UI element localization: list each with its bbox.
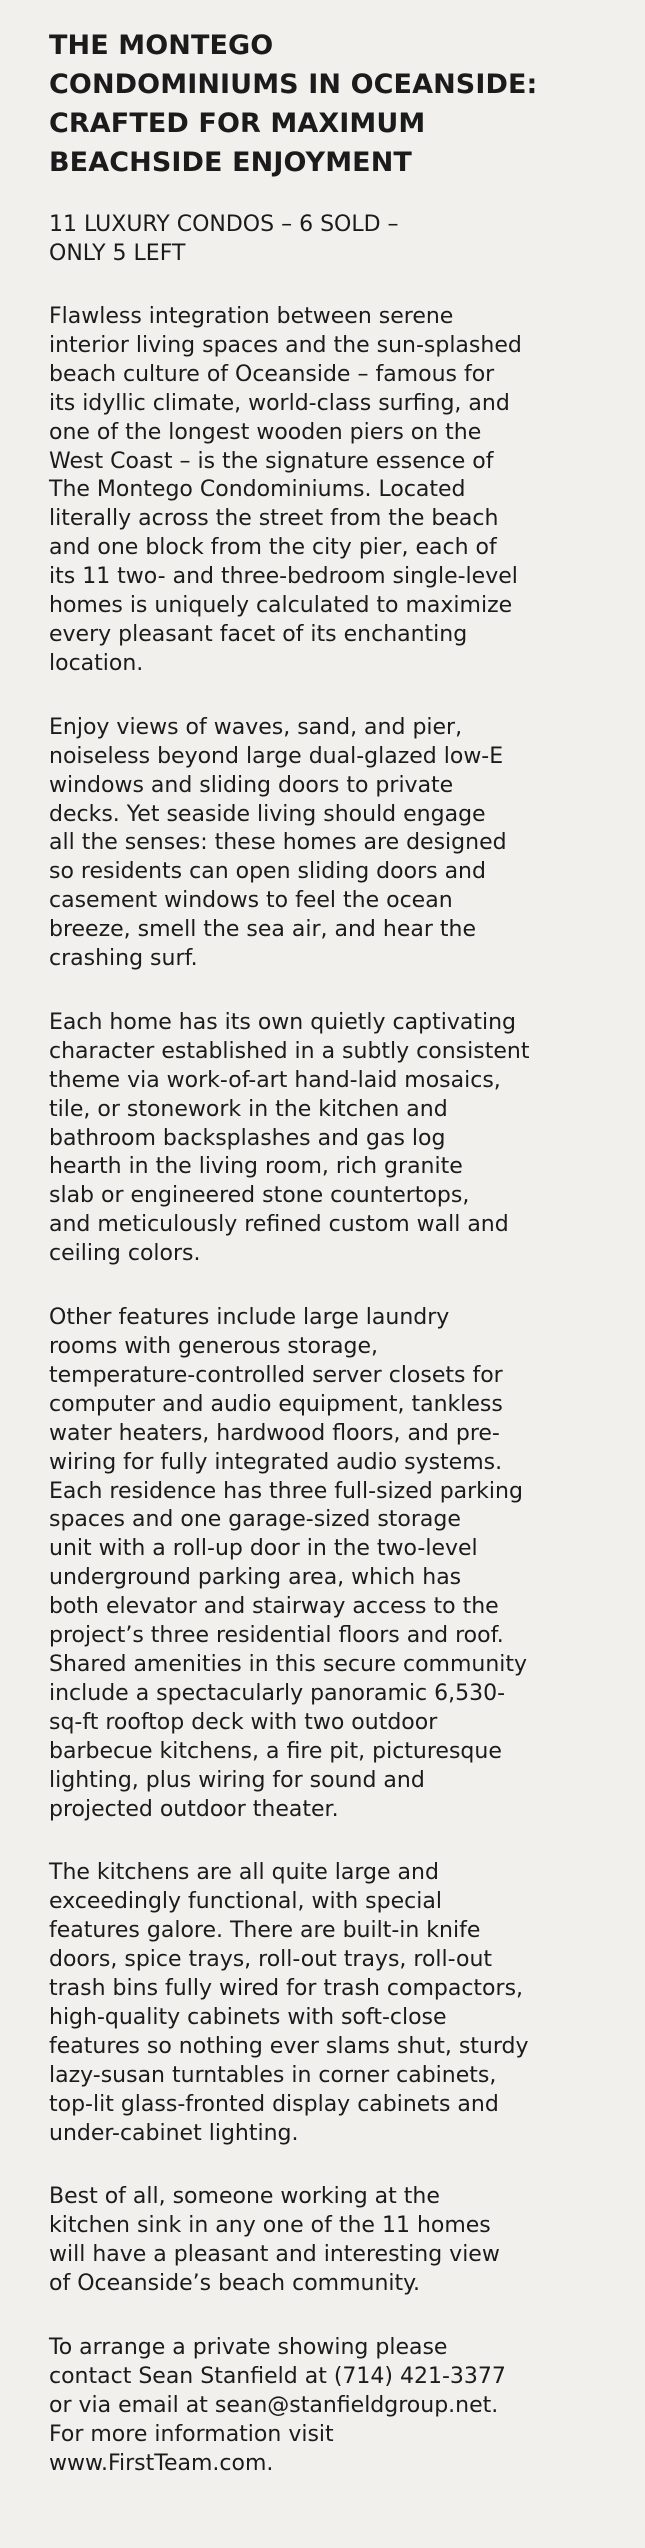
- paragraph-best-of-all: Best of all, someone working at the kitchen sink in any one of the 11 homes will have a pleasant and interesting view of Oceanside’s beach community.: [49, 2184, 500, 2297]
- paragraph-contact: To arrange a private showing please contact Sean Stanfield at (714) 421-3377 or via email at sean@stanfieldgroup.net. For more information visit www.FirstTeam.com.: [49, 2335, 506, 2476]
- paragraph-character: Each home has its own quietly captivating character established in a subtly consistent theme via work-of-art hand-laid mosaics, tile, or stonework in the kitchen and bathroom backsplashes and gas log hearth in the living room, rich granite slab or engineered stone countertops, and meticulously refined custom wall and ceiling colors.: [49, 1009, 530, 1267]
- article-title: THE MONTEGO CONDOMINIUMS IN OCEANSIDE: CRAFTED FOR MAXIMUM BEACHSIDE ENJOYMENT: [49, 30, 538, 178]
- paragraph-features: Other features include large laundry rooms with generous storage, temperature-controlled server closets for computer and audio equipment, tankless water heaters, hardwood floors, and pre- wiring for fully integrated audio systems. Each residence has three full-sized parking spaces and one garage-sized storage unit with a roll-up door in the two-level underground parking area, which has both elevator and stairway access to the project’s three residential floors and roof. Shared amenities in this secure community include a spectacularly panoramic 6,530- sq-ft rooftop deck with two outdoor barbecue kitchens, a fire pit, picturesque lighting, plus wiring for sound and projected outdoor theater.: [49, 1305, 528, 1822]
- paragraph-intro: Flawless integration between serene interior living spaces and the sun-splashed beach culture of Oceanside – famous for its idyllic climate, world-class surfing, and one of the longest wooden piers on the West Coast – is the signature essence of The Montego Condominiums. Located literally across the street from the beach and one block from the city pier, each of its 11 two- and three-bedroom single-level homes is uniquely calculated to maximize every pleasant facet of its enchanting location.: [49, 304, 522, 676]
- paragraph-views: Enjoy views of waves, sand, and pier, noiseless beyond large dual-glazed low-E windows and sliding doors to private decks. Yet seaside living should engage all the senses: these homes are designed so residents can open sliding doors and casement windows to feel the ocean breeze, smell the sea air, and hear the crashing surf.: [49, 714, 507, 972]
- article-subtitle: 11 LUXURY CONDOS – 6 SOLD – ONLY 5 LEFT: [49, 212, 399, 266]
- paragraph-kitchens: The kitchens are all quite large and exceedingly functional, with special features galore. There are built-in knife doors, spice trays, roll-out trays, roll-out trash bins fully wired for trash compactors, high-quality cabinets with soft-close features so nothing ever slams shut, sturdy lazy-susan turntables in corner cabinets, top-lit glass-fronted display cabinets and under-cabinet lighting.: [49, 1860, 529, 2146]
